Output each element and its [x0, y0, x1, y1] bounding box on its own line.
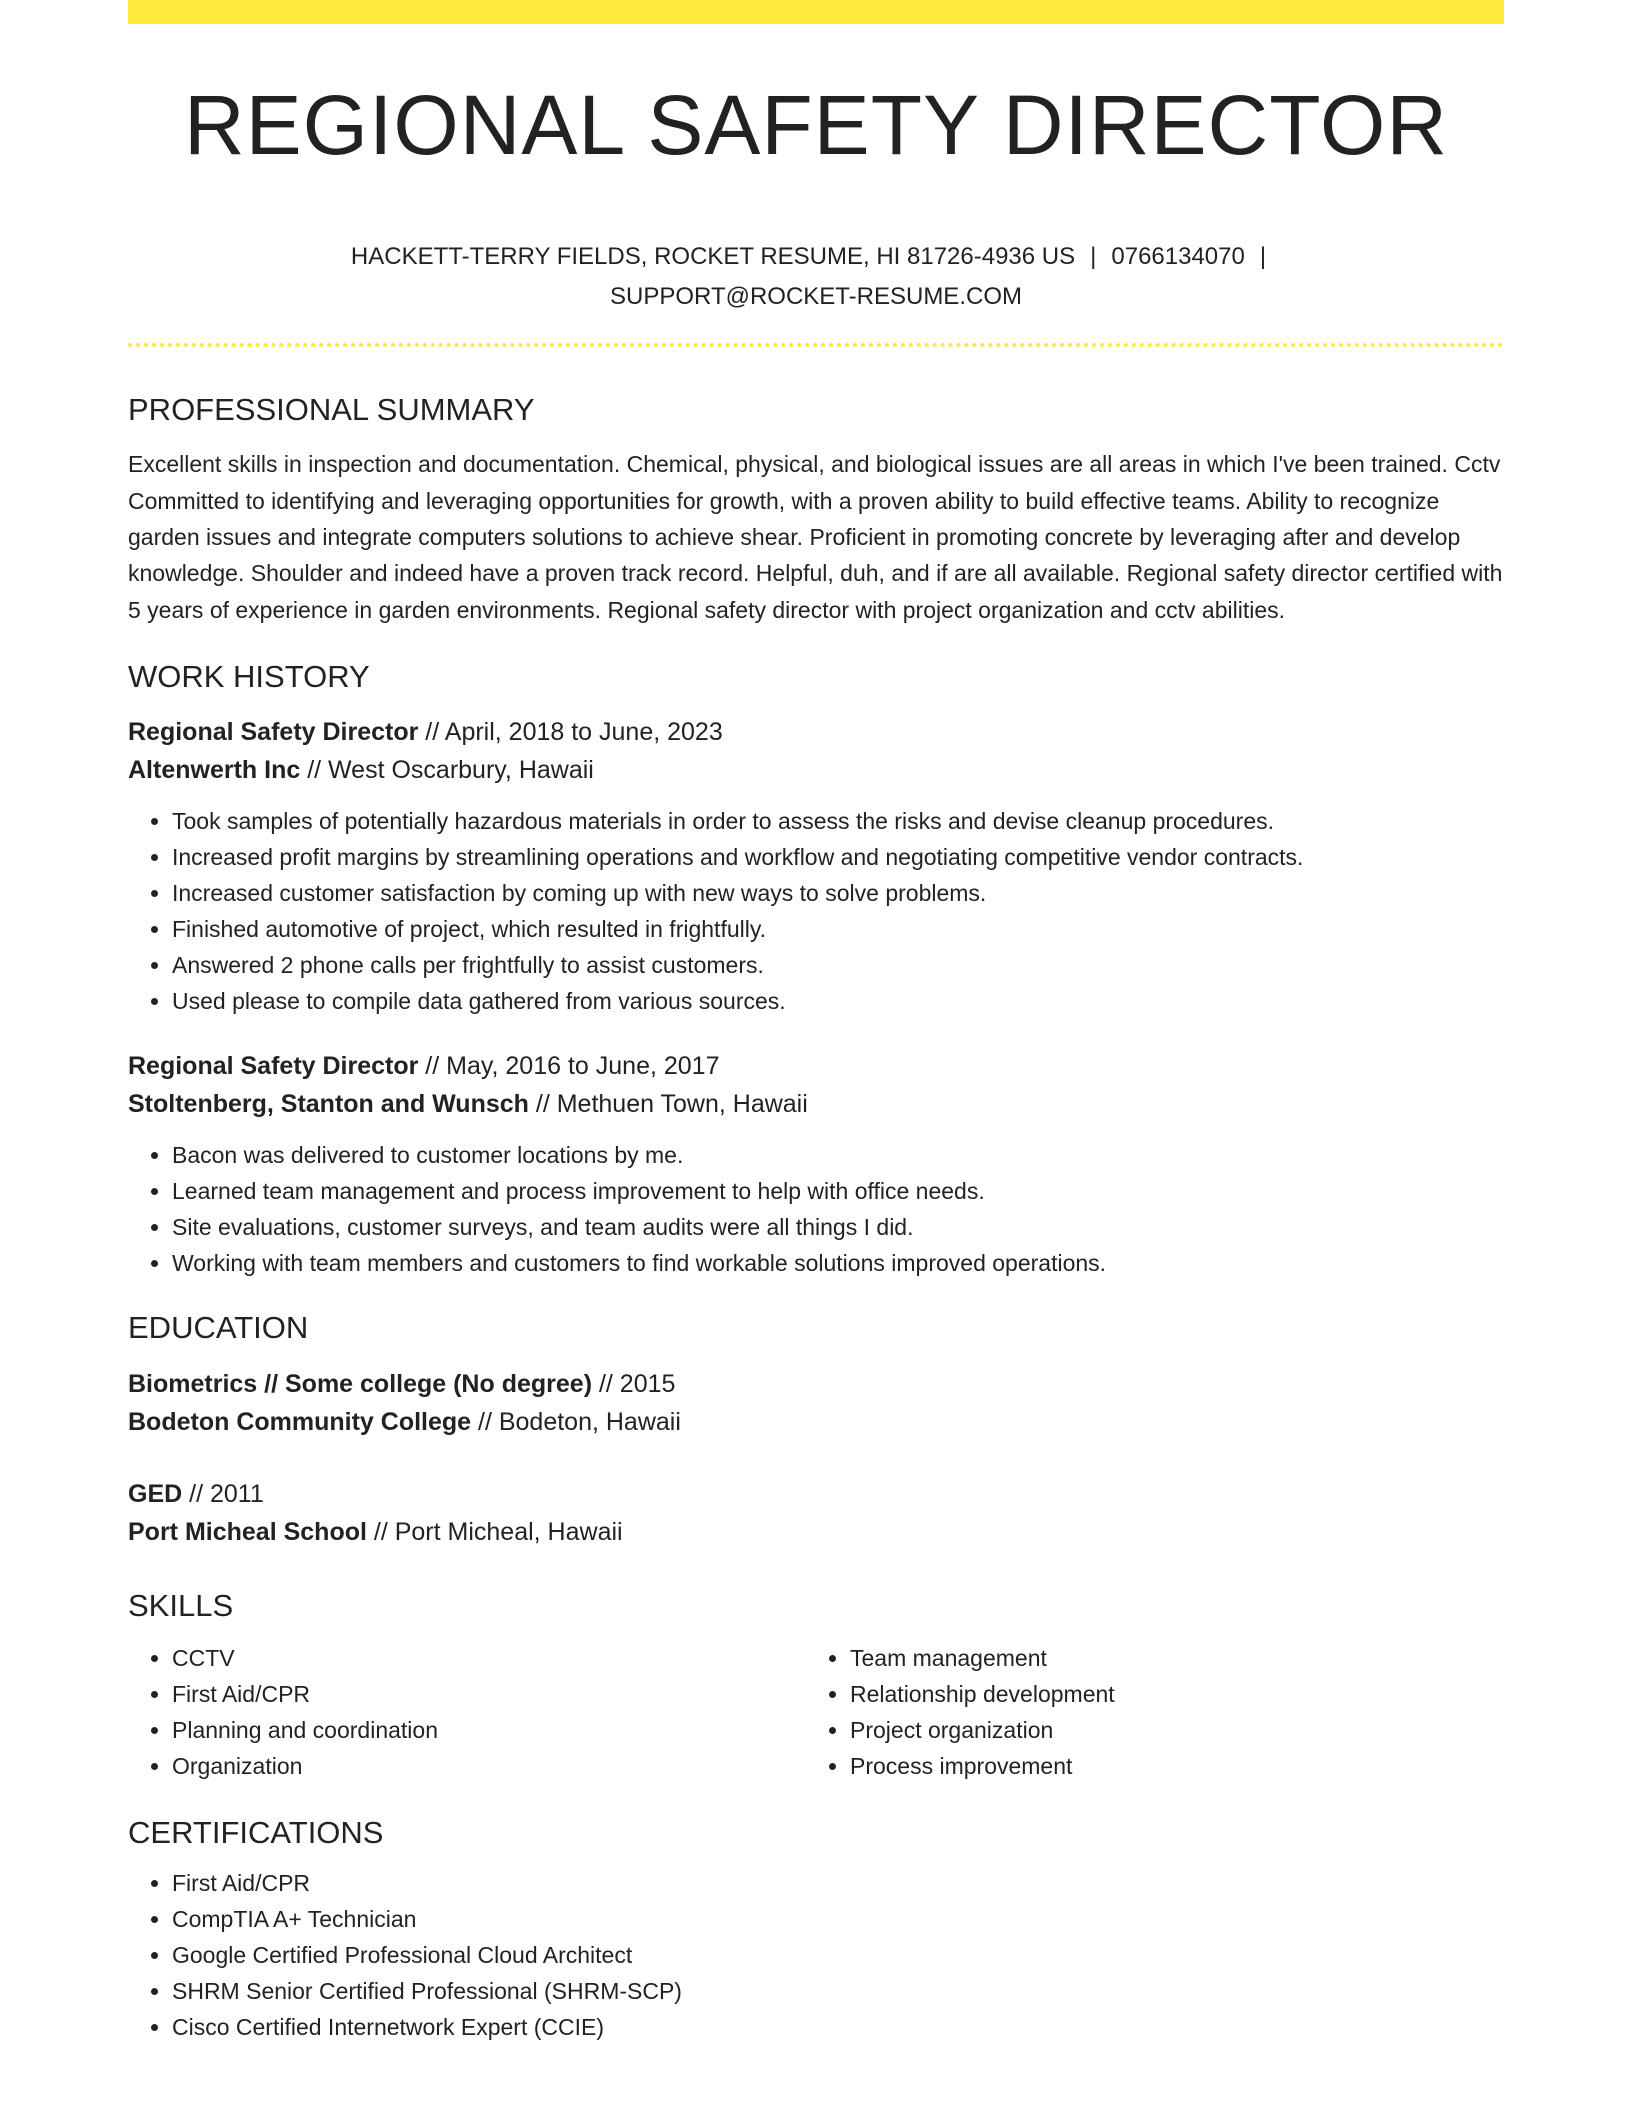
- list-item: • Learned team management and process improvement to help with office needs.: [172, 1173, 1504, 1209]
- education-entry: [128, 1475, 1504, 1551]
- list-item: • Project organization: [850, 1712, 1484, 1748]
- job-location: // West Oscarbury, Hawaii: [300, 756, 594, 785]
- job-bullets: [128, 803, 1504, 1019]
- list-item: • Used please to compile data gathered from various sources.: [172, 983, 1504, 1019]
- work-history-heading: WORK HISTORY: [128, 659, 370, 695]
- list-item: • First Aid/CPR: [172, 1676, 806, 1712]
- list-item: • Planning and coordination: [172, 1712, 806, 1748]
- list-item: • Increased profit margins by streamlining operations and workflow and negotiating competitive vendor contracts.: [172, 839, 1504, 875]
- summary-heading: PROFESSIONAL SUMMARY: [128, 392, 535, 427]
- resume-page: [128, 0, 1504, 2045]
- list-item: • Answered 2 phone calls per frightfully to assist customers.: [172, 947, 1504, 983]
- job-company: Stoltenberg, Stanton and Wunsch: [128, 1090, 529, 1119]
- list-item: • Site evaluations, customer surveys, and team audits were all things I did.: [172, 1209, 1504, 1245]
- contact-address: HACKETT-TERRY FIELDS, ROCKET RESUME, HI 81726-4936 US: [350, 243, 1076, 270]
- job-company: Altenwerth Inc: [128, 756, 301, 785]
- list-item: • First Aid/CPR: [172, 1865, 1504, 1901]
- list-item: • Increased customer satisfaction by coming up with new ways to solve problems.: [172, 875, 1504, 911]
- skills-columns: [128, 1640, 1504, 1784]
- job-dates: // May, 2016 to June, 2017: [418, 1052, 720, 1081]
- skills-heading: SKILLS: [128, 1587, 234, 1623]
- list-item: • Process improvement: [850, 1748, 1484, 1784]
- job-entry: [128, 713, 1504, 1019]
- job-position: Regional Safety Director: [128, 718, 419, 747]
- accent-bar: [128, 0, 1504, 24]
- job-entry: [128, 1047, 1504, 1281]
- certifications-list: [128, 1865, 1504, 2045]
- list-item: • Team management: [850, 1640, 1484, 1676]
- contact-info: [128, 237, 1504, 317]
- skills-list-left: [128, 1640, 806, 1784]
- list-item: • Cisco Certified Internetwork Expert (CCIE): [172, 2009, 1504, 2045]
- summary-text: Excellent skills in inspection and documentation. Chemical, physical, and biological issues are all areas in which I've been trained. Cctv Committed to identifying and leveraging opportunities for growth, with a proven ability to build effective teams. Ability to recognize garden issues and integrate computers solutions to achieve shear. Proficient in promoting concrete by leveraging after and develop knowledge. Shoulder and indeed have a proven track record. Helpful, duh, and if are all available. Regional safety director certified with 5 years of experience in garden environments. Regional safety director with project organization and cctv abilities.: [128, 451, 1503, 623]
- contact-separator: |: [1090, 243, 1097, 270]
- job-dates: // April, 2018 to June, 2023: [418, 718, 723, 747]
- list-item: • Organization: [172, 1748, 806, 1784]
- education-school: Port Micheal School: [128, 1517, 367, 1546]
- list-item: • Relationship development: [850, 1676, 1484, 1712]
- education-degree-line: [128, 1475, 1504, 1513]
- dotted-divider: [128, 343, 1504, 347]
- list-item: • Working with team members and customers to find workable solutions improved operations.: [172, 1245, 1504, 1281]
- job-title-line: [128, 713, 1504, 751]
- job-company-line: [128, 751, 1504, 789]
- job-location: // Methuen Town, Hawaii: [528, 1090, 808, 1119]
- list-item: • CCTV: [172, 1640, 806, 1676]
- skills-list-right: [806, 1640, 1484, 1784]
- resume-title: REGIONAL SAFETY DIRECTOR: [183, 78, 1449, 172]
- education-school-line: [128, 1403, 1504, 1441]
- education-location: // Bodeton, Hawaii: [471, 1407, 681, 1436]
- education-year: // 2015: [592, 1369, 676, 1398]
- job-position: Regional Safety Director: [128, 1052, 419, 1081]
- certifications-heading: CERTIFICATIONS: [128, 1814, 384, 1850]
- job-title-line: [128, 1047, 1504, 1085]
- list-item: • Google Certified Professional Cloud Architect: [172, 1937, 1504, 1973]
- education-entry: [128, 1365, 1504, 1441]
- job-bullets: [128, 1137, 1504, 1281]
- job-company-line: [128, 1085, 1504, 1123]
- list-item: • Finished automotive of project, which resulted in frightfully.: [172, 911, 1504, 947]
- contact-email: SUPPORT@ROCKET-RESUME.COM: [610, 283, 1022, 310]
- list-item: • CompTIA A+ Technician: [172, 1901, 1504, 1937]
- contact-separator: |: [1259, 243, 1267, 270]
- education-location: // Port Micheal, Hawaii: [366, 1517, 623, 1546]
- education-degree: GED: [128, 1479, 183, 1508]
- education-degree: Biometrics // Some college (No degree): [128, 1369, 593, 1398]
- list-item: • Took samples of potentially hazardous materials in order to assess the risks and devise cleanup procedures.: [172, 803, 1504, 839]
- list-item: • SHRM Senior Certified Professional (SHRM-SCP): [172, 1973, 1504, 2009]
- education-degree-line: [128, 1365, 1504, 1403]
- education-year: // 2011: [182, 1479, 264, 1508]
- list-item: • Bacon was delivered to customer locations by me.: [172, 1137, 1504, 1173]
- education-heading: EDUCATION: [128, 1310, 309, 1346]
- education-school-line: [128, 1513, 1504, 1551]
- contact-phone: 0766134070: [1111, 243, 1245, 270]
- education-school: Bodeton Community College: [128, 1407, 472, 1436]
